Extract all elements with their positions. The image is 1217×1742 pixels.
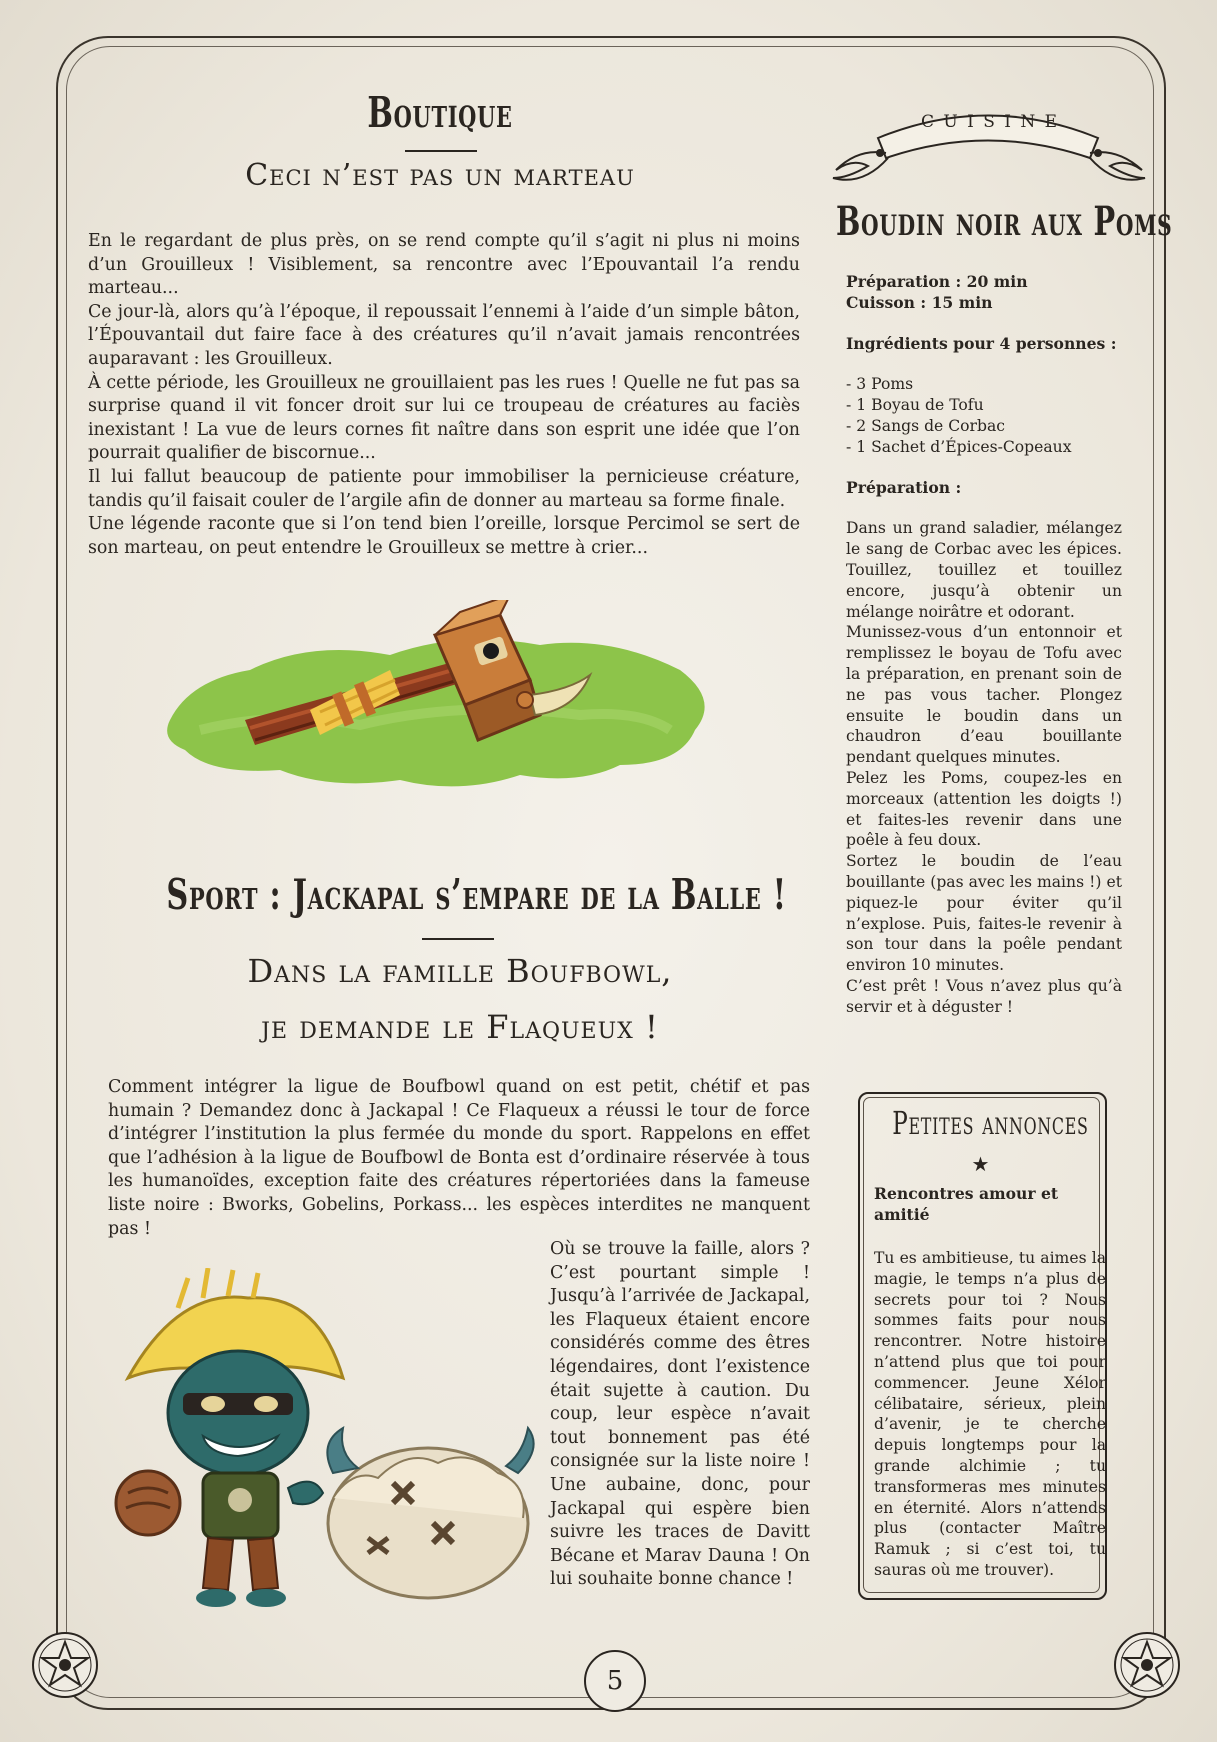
boufbowl-ball (327, 1428, 533, 1598)
boutique-paragraph: Une légende raconte que si l’on tend bien l’oreille, lorsque Percimol se sert de son marteau, on peut entendre le Grouilleux se mettre à crier... (88, 514, 800, 558)
classified-ads-text (874, 1248, 1106, 1581)
sport-column: Où se trouve la faille, alors ? C’est pourtant simple ! Jusqu’à l’arrivée de Jackapal, les Flaqueux étaient encore considérés comme des êtres légendaires, dont l’existence était sujette à caution. Du coup, leur espèce n’avait tout bonnement pas été consignée sur la liste noire ! Une aubaine, donc, pour Jackapal qui espère bien suivre les traces de Davitt Bécane et Marav Dauna ! On lui souhaite bonne chance ! (550, 1239, 810, 1590)
ingredient-item: - 1 Sachet d’Épices-Copeaux (846, 437, 1072, 456)
jackapal-character (116, 1268, 343, 1607)
boutique-title-rule (405, 150, 477, 152)
page-number: 5 (584, 1650, 646, 1712)
jackapal-illustration (108, 1268, 548, 1638)
boutique-title: Boutique (367, 88, 513, 137)
preparation-step: Sortez le boudin de l’eau bouillante (pas avec les mains !) et piquez-le pour éviter qu’il n’explose. Puis, faites-le revenir à son tour dans la poêle pendant environ 10 minutes. (846, 852, 1122, 975)
ingredient-item: - 1 Boyau de Tofu (846, 396, 984, 415)
preparation-steps (846, 518, 1122, 1017)
boutique-article (88, 230, 800, 560)
sport-intro: Comment intégrer la ligue de Boufbowl quand on est petit, chétif et pas humain ? Demandez donc à Jackapal ! Ce Flaqueux a réussi le tour de force d’intégrer l’institution la plus fermée du monde du sport. Rappelons en effet que l’adhésion à la ligue de Boufbowl de Bonta est d’ordinaire réservée à tous les humanoïdes, exception faite des créatures répertoriées dans la fameuse liste noire : Bworks, Gobelins, Porkass... les espèces interdites ne manquent pas ! (108, 1077, 810, 1239)
boutique-subtitle: Ceci n’est pas un marteau (245, 158, 635, 193)
classified-ad-body: Tu es ambitieuse, tu aimes la magie, le temps n’a plus de secrets pour toi ? Nous sommes faits pour nous rencontrer. Notre histoire n’attend plus que toi pour commencer. Jeune Xélor célibataire, sérieux, plein d’avenir, je te cherche depuis longtemps pour la grande alchimie ; tu transformeras mes minutes en éternité. Alors n’attends plus (contacter Maître Ramuk ; si c’est toi, tu sauras où me trouver). (874, 1249, 1106, 1579)
sport-subtitle-line1: Dans la famille Boufbowl, (247, 952, 673, 990)
boutique-paragraph: À cette période, les Grouilleux ne grouillaient pas les rues ! Quelle ne fut pas sa surprise quand il vit foncer droit sur lui ce troupeau de créatures au faciès inexistant ! La vue de leurs cornes fit naître dans son esprit une idée que l’on pourrait qualifier de biscornue... (88, 372, 800, 464)
corner-emblem-right (1112, 1630, 1182, 1700)
recipe-body (846, 272, 1122, 1018)
cuisine-banner-label: C U I S I N E (920, 112, 1060, 132)
boutique-paragraph: En le regardant de plus près, on se rend compte qu’il s’agit ni plus ni moins d’un Grouilleux ! Visiblement, sa rencontre avec l’Epouvantail l’a rendu marteau... (88, 231, 800, 299)
preparation-heading: Préparation : (846, 477, 962, 497)
preparation-step: Pelez les Poms, coupez-les en morceaux (attention les doigts !) et faites-les revenir dans une poêle à feu doux. (846, 768, 1122, 850)
recipe-prep-time: Préparation : 20 min (846, 272, 1028, 291)
classified-ads-heading: Rencontres amour et amitié (874, 1184, 1059, 1224)
boutique-paragraph: Il lui fallut beaucoup de patiente pour immobiliser la pernicieuse créature, tandis qu’il faisait couler de l’argile afin de donner au marteau sa forme finale. (88, 466, 800, 511)
preparation-step: Dans un grand saladier, mélangez le sang de Corbac avec les épices. Touillez, touillez et touillez encore, jusqu’à obtenir un mélange noirâtre et odorant. (846, 519, 1122, 621)
sport-title-rule (422, 938, 494, 940)
ingredient-item: - 3 Poms (846, 375, 914, 394)
preparation-step: C’est prêt ! Vous n’avez plus qu’à servir et à déguster ! (846, 976, 1122, 1016)
ingredients-list (846, 374, 1122, 457)
corner-emblem-left (30, 1630, 100, 1700)
recipe-title: Boudin noir aux Poms (836, 198, 1173, 245)
classified-ads-title: Petites annonces (892, 1104, 1089, 1142)
hammer-illustration (160, 600, 720, 800)
preparation-step: Munissez-vous d’un entonnoir et remplissez le boyau de Tofu avec la préparation, en prenant soin de ne pas vous tacher. Plongez ensuite le boudin dans un chaudron d’eau bouillante pendant quelques minutes. (846, 623, 1122, 767)
ingredient-item: - 2 Sangs de Corbac (846, 416, 1006, 435)
star-icon: ★ (971, 1152, 990, 1176)
ingredients-heading: Ingrédients pour 4 personnes : (846, 333, 1117, 353)
sport-subtitle-line2: je demande le Flaqueux ! (261, 1008, 659, 1046)
boutique-paragraph: Ce jour-là, alors qu’à l’époque, il repoussait l’ennemi à l’aide d’un simple bâton, l’Épouvantail dut faire face à des créatures qu’il n’avait jamais rencontrées auparavant : les Grouilleux. (88, 301, 800, 369)
sport-title: Sport : Jackapal s’empare de la Balle ! (166, 870, 787, 919)
recipe-cook-time: Cuisson : 15 min (846, 292, 993, 312)
